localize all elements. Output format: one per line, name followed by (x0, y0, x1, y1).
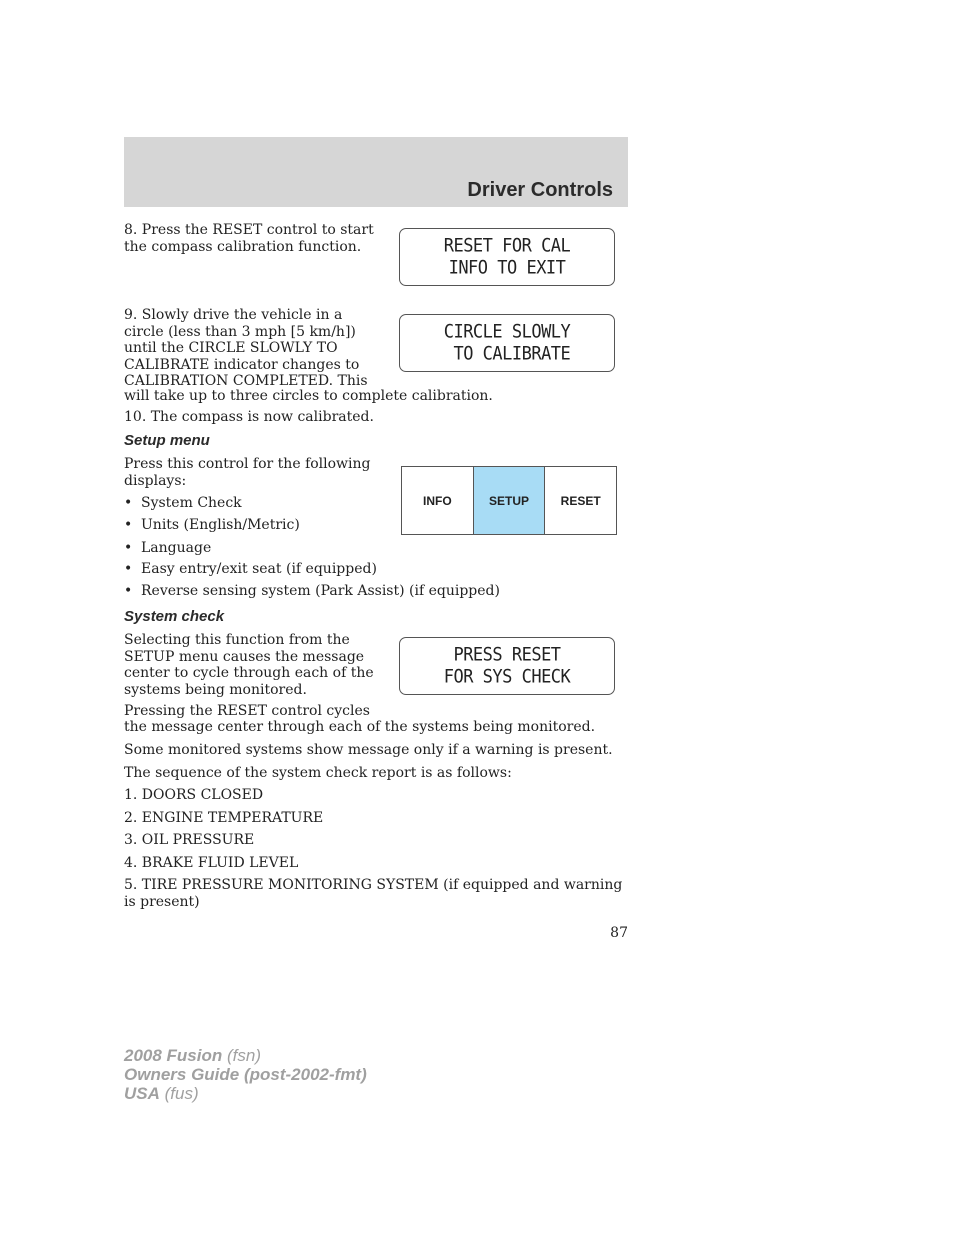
setup-button: SETUP (474, 467, 546, 534)
system-check-para-2b: the message center through each of the systems being monitored. (124, 719, 596, 735)
document-footer (124, 1046, 367, 1103)
step-10-text: 10. The compass is now calibrated. (124, 409, 374, 425)
step-9-text: 9. Slowly drive the vehicle in a circle (less than 3 mph [5 km/h]) until the CIRCLE SLOWLY TO CALIBRATE indicator changes to CALIBRATION COMPLETED. This (124, 307, 368, 389)
system-check-heading: System check (124, 608, 225, 625)
lcd-line-2: INFO TO EXIT (448, 256, 566, 280)
footer-region-code: (fus) (159, 1084, 199, 1103)
system-check-para-1: Selecting this function from the SETUP menu causes the message center to cycle through each of the systems being monitored. (124, 632, 374, 698)
sequence-item: 2. ENGINE TEMPERATURE (124, 810, 324, 826)
setup-menu-heading: Setup menu (124, 432, 210, 449)
footer-line-2 (124, 1065, 367, 1084)
lcd-display-circle-slowly (399, 314, 615, 372)
footer-guide: Owners Guide (post-2002-fmt) (124, 1065, 367, 1084)
step-8-text: 8. Press the RESET control to start the compass calibration function. (124, 222, 374, 255)
lcd-line-1: PRESS RESET (453, 643, 561, 667)
sequence-item: 5. TIRE PRESSURE MONITORING SYSTEM (if equipped and warning is present) (124, 877, 623, 910)
list-item-text: Easy entry/exit seat (if equipped) (141, 561, 377, 577)
footer-model-code: (fsn) (222, 1046, 261, 1065)
sequence-item: 1. DOORS CLOSED (124, 787, 264, 803)
section-header (124, 137, 628, 207)
list-item: • System Check (124, 495, 242, 511)
setup-menu-intro: Press this control for the following displays: (124, 456, 371, 489)
footer-model: 2008 Fusion (124, 1046, 223, 1065)
system-check-para-3: Some monitored systems show message only if a warning is present. (124, 742, 613, 758)
sequence-item: 4. BRAKE FLUID LEVEL (124, 855, 299, 871)
lcd-line-2: FOR SYS CHECK (443, 665, 571, 689)
info-button: INFO (402, 467, 474, 534)
reset-button: RESET (560, 493, 601, 508)
list-item: • Units (English/Metric) (124, 517, 300, 533)
section-title: Driver Controls (467, 179, 613, 201)
footer-line-1 (124, 1046, 367, 1065)
page-number: 87 (610, 925, 628, 941)
lcd-display-reset-for-cal (399, 228, 615, 286)
lcd-line-1: CIRCLE SLOWLY (443, 320, 571, 344)
sequence-item: 3. OIL PRESSURE (124, 832, 255, 848)
lcd-line-2: TO CALIBRATE (443, 342, 571, 366)
list-item-text: Language (141, 540, 212, 556)
list-item: • Language (124, 540, 212, 556)
lcd-display-press-reset (399, 637, 615, 695)
list-item-text: Units (English/Metric) (141, 517, 300, 533)
list-item: • Easy entry/exit seat (if equipped) (124, 561, 377, 577)
list-item: • Reverse sensing system (Park Assist) (if equipped) (124, 583, 500, 599)
system-check-para-2a: Pressing the RESET control cycles (124, 703, 370, 719)
footer-line-3 (124, 1084, 367, 1103)
footer-region: USA (124, 1084, 160, 1103)
lcd-line-1: RESET FOR CAL (443, 234, 571, 258)
list-item-text: System Check (141, 495, 242, 511)
system-check-para-4: The sequence of the system check report is as follows: (124, 765, 512, 781)
list-item-text: Reverse sensing system (Park Assist) (if equipped) (141, 583, 500, 599)
step-9-continued: will take up to three circles to complete calibration. (124, 388, 493, 404)
control-button-illustration (401, 466, 617, 535)
